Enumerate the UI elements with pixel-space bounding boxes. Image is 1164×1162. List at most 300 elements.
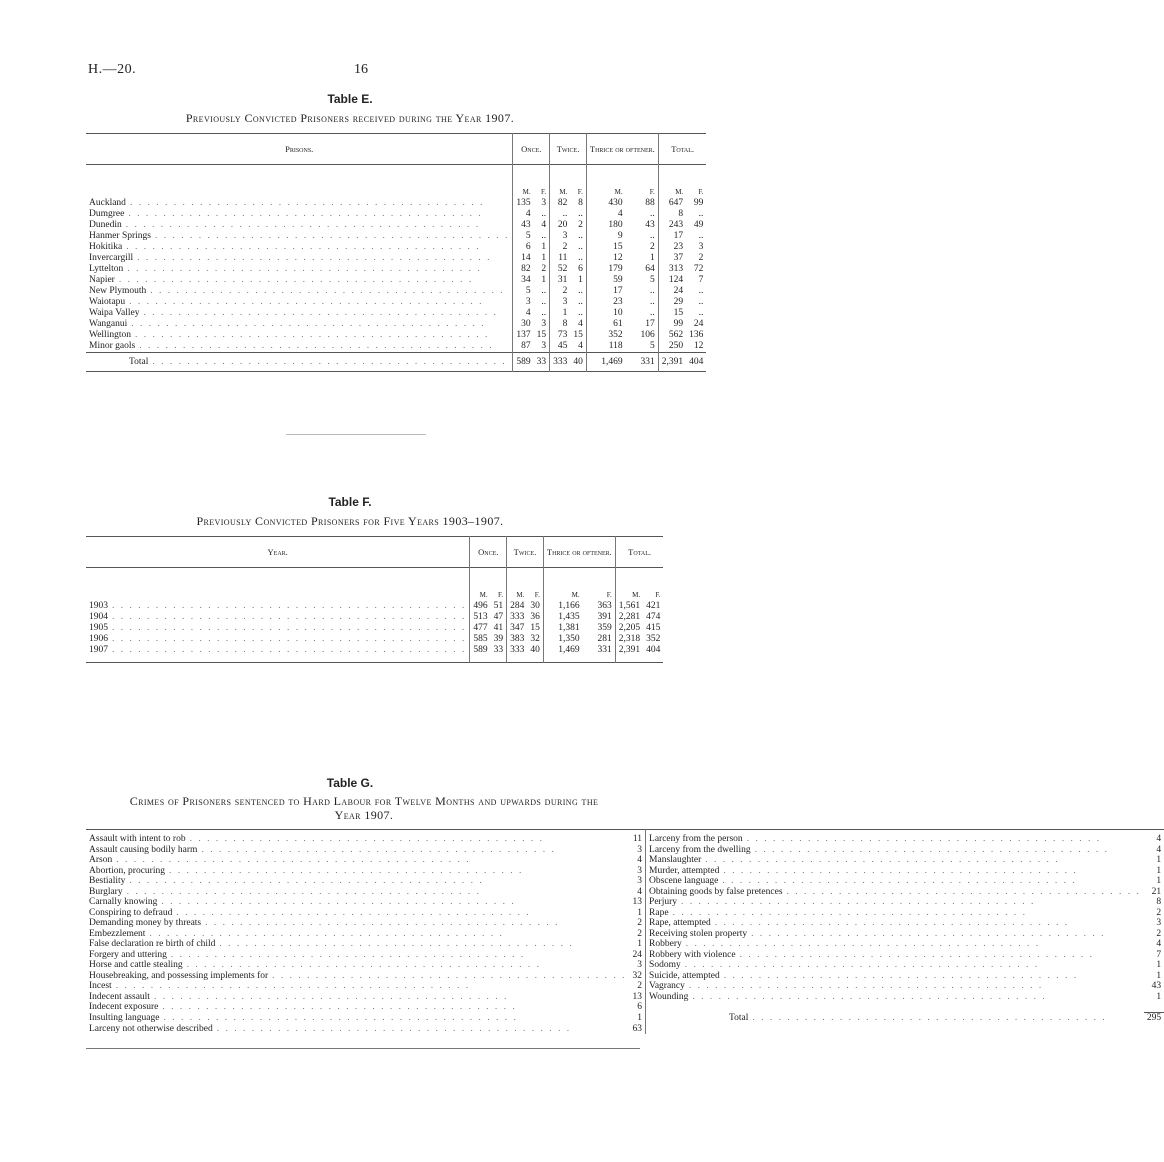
crime-count: 2	[1156, 907, 1162, 918]
row-label	[86, 209, 513, 220]
cell-value: 99	[658, 319, 686, 330]
male-header: M.	[543, 590, 582, 601]
row-label	[86, 341, 513, 353]
row-label	[86, 220, 513, 231]
cell-value: 477	[470, 623, 491, 634]
page-number: 16	[354, 62, 368, 77]
crime-count: 4	[637, 886, 643, 897]
column-header-total: Total.	[658, 134, 706, 165]
crime-count: 13	[632, 991, 643, 1002]
crime-name-cell	[86, 1024, 630, 1035]
cell-value: 331	[597, 645, 612, 655]
crime-count-cell	[1144, 855, 1164, 866]
spacer-cell	[543, 568, 582, 591]
column-header-thrice: Thrice or oftener.	[586, 134, 658, 165]
table-row	[86, 319, 706, 330]
crime-count-cell	[1144, 992, 1164, 1003]
spacer-cell	[583, 568, 616, 591]
cell-value: 1	[541, 275, 547, 285]
crime-count-cell	[630, 992, 646, 1003]
crime-count-cell	[630, 960, 646, 971]
cell-value: 20	[550, 220, 571, 231]
cell-value: ..	[698, 209, 704, 219]
row-name: Waiotapu	[89, 297, 126, 307]
cell-value: 3	[541, 319, 547, 329]
cell-value: 5	[650, 341, 655, 351]
crime-name: Indecent exposure	[89, 1002, 159, 1012]
crime-count: 6	[637, 1002, 643, 1012]
cell-value: 82	[513, 264, 534, 275]
crime-name: Obtaining goods by false pretences	[649, 886, 783, 897]
crime-row	[86, 1002, 1164, 1013]
crime-row	[86, 950, 1164, 961]
crime-name: Rape, attempted	[649, 918, 711, 928]
crime-row	[86, 887, 1164, 898]
spacer-cell	[86, 165, 513, 188]
cell-value: 118	[586, 341, 625, 353]
cell-value: 64	[645, 264, 655, 274]
cell-value: 11	[550, 253, 571, 264]
column-header-once: Once.	[513, 134, 550, 165]
cell-value: 496	[470, 601, 491, 612]
crime-count: 3	[637, 960, 643, 970]
table-e-title: Table E.	[327, 92, 373, 106]
crime-name-cell	[646, 981, 1144, 992]
cell-value: 52	[550, 264, 571, 275]
cell-value: 47	[493, 612, 504, 622]
total-value: 2,391	[658, 353, 686, 372]
cell-value: 106	[640, 330, 655, 340]
crime-name: False declaration re birth of child	[89, 939, 216, 949]
row-name: New Plymouth	[89, 286, 147, 296]
crime-count-cell	[1144, 845, 1164, 856]
row-label	[86, 645, 470, 656]
cell-value: 585	[470, 634, 491, 645]
crime-name-cell	[86, 855, 630, 866]
crime-count-cell	[1144, 866, 1164, 877]
table-row	[86, 264, 706, 275]
spacer-cell	[658, 165, 686, 188]
row-name: 1904	[89, 612, 108, 622]
table-row	[86, 231, 706, 242]
cell-value: 82	[550, 198, 571, 209]
crime-count-cell	[1144, 939, 1164, 950]
crime-name: Manslaughter	[649, 855, 702, 865]
table-row	[86, 634, 663, 645]
male-header: M.	[513, 187, 534, 198]
row-name: Lyttelton	[89, 264, 124, 274]
cell-value: ..	[650, 308, 655, 318]
cell-value: 34	[513, 275, 534, 286]
crime-name: Carnally knowing	[89, 897, 158, 907]
cell-value: 383	[507, 634, 528, 645]
crime-row	[86, 834, 1164, 845]
column-header-twice: Twice.	[550, 134, 587, 165]
cell-value: 4	[578, 319, 583, 329]
row-label	[86, 601, 470, 612]
crime-name: Indecent assault	[89, 991, 150, 1002]
crime-count-cell	[630, 971, 646, 982]
total-label: Total	[729, 1012, 749, 1023]
spacer-cell	[86, 568, 470, 591]
crime-name-cell	[646, 855, 1144, 866]
row-name: Waipa Valley	[89, 308, 140, 318]
crime-name-cell	[646, 845, 1144, 856]
table-row	[86, 198, 706, 209]
crime-count-cell	[630, 866, 646, 877]
spacer-cell	[643, 656, 663, 663]
crime-count: 4	[637, 855, 643, 865]
crime-name-cell	[86, 918, 630, 929]
crime-row	[86, 1024, 1164, 1035]
female-header: F.	[577, 188, 583, 196]
crime-name: Assault with intent to rob	[89, 834, 186, 844]
female-header: F.	[534, 591, 540, 599]
cell-value: ..	[578, 253, 583, 263]
cell-value: 7	[698, 275, 704, 285]
crime-count-cell	[1144, 897, 1164, 908]
cell-value: 43	[645, 220, 655, 230]
cell-value: ..	[650, 209, 655, 219]
total-label: Total	[129, 356, 149, 367]
spacer-cell	[570, 165, 586, 188]
cell-value: 2,205	[615, 623, 643, 634]
cell-value: 281	[597, 634, 612, 644]
total-count-cell	[1144, 1013, 1164, 1024]
crime-name-cell	[646, 992, 1144, 1003]
crime-name-cell	[646, 887, 1144, 898]
crime-name: Insulting language	[89, 1012, 160, 1023]
row-name: Dunedin	[89, 220, 122, 230]
cell-value: 72	[693, 264, 704, 274]
female-header: F.	[498, 591, 504, 599]
cell-value: 8	[578, 198, 583, 208]
crime-row	[86, 897, 1164, 908]
total-value: 333	[550, 353, 571, 372]
total-row	[86, 353, 706, 372]
total-label-cell	[86, 353, 513, 372]
crime-count-cell	[630, 845, 646, 856]
table-row	[86, 286, 706, 297]
row-label	[86, 286, 513, 297]
table-g-subtitle-line2: Year 1907.	[334, 808, 394, 822]
crime-count: 3	[1156, 918, 1162, 928]
cell-value: 14	[513, 253, 534, 264]
crime-name: Arson	[89, 855, 113, 865]
cell-value: ..	[698, 308, 704, 318]
crime-count: 1	[637, 907, 643, 918]
cell-value: 3	[513, 297, 534, 308]
crime-name-cell	[86, 866, 630, 877]
cell-value: 37	[658, 253, 686, 264]
cell-value: 40	[530, 645, 540, 655]
crime-count-cell	[1144, 918, 1164, 929]
crime-count-cell	[1144, 981, 1164, 992]
crime-name-cell	[86, 845, 630, 856]
crime-name-cell	[646, 950, 1144, 961]
table-row	[86, 242, 706, 253]
cell-value: 41	[493, 623, 504, 633]
spacer-cell	[86, 656, 470, 663]
table-e-subtitle: Previously Convicted Prisoners received during the Year 1907.	[185, 111, 515, 125]
cell-value: 179	[586, 264, 625, 275]
table-row	[86, 308, 706, 319]
crime-count-cell	[630, 950, 646, 961]
cell-value: 352	[586, 330, 625, 341]
crime-count: 11	[632, 834, 643, 844]
table-row	[86, 220, 706, 231]
crime-count-cell	[1144, 960, 1164, 971]
crime-count: 2	[637, 918, 643, 928]
crime-count-cell	[630, 1002, 646, 1013]
crime-name: Sodomy	[649, 960, 681, 970]
cell-value: 36	[530, 612, 540, 622]
cell-value: 4	[586, 209, 625, 220]
table-f	[86, 536, 663, 663]
male-header: M.	[470, 590, 491, 601]
row-name: Hokitika	[89, 242, 123, 252]
crime-count: 4	[1156, 939, 1162, 949]
crime-count-cell	[1144, 950, 1164, 961]
table-row	[86, 612, 663, 623]
crime-count: 13	[632, 897, 643, 907]
column-header-year: Year.	[267, 546, 288, 557]
cell-value: 1,166	[543, 601, 582, 612]
crime-count-cell	[630, 939, 646, 950]
crime-name: Robbery with violence	[649, 949, 736, 960]
row-name: Wellington	[89, 330, 131, 340]
blank-cell	[86, 187, 513, 198]
crime-name: Larceny from the dwelling	[649, 844, 751, 855]
crime-count-cell	[630, 897, 646, 908]
crime-row	[86, 929, 1164, 940]
crime-name: Wounding	[649, 991, 689, 1002]
total-value: 331	[640, 356, 655, 367]
cell-value: ..	[698, 286, 704, 296]
cell-value: 1,561	[615, 601, 643, 612]
cell-value: 1,435	[543, 612, 582, 623]
column-header-once: Once.	[470, 537, 507, 568]
cell-value: 243	[658, 220, 686, 231]
cell-value: 6	[578, 264, 583, 274]
row-label	[86, 330, 513, 341]
female-header: F.	[649, 188, 655, 196]
crime-name-cell	[646, 834, 1144, 845]
cell-value: 1	[578, 275, 583, 285]
crime-name-cell	[646, 971, 1144, 982]
crime-name: Obscene language	[649, 876, 719, 886]
spacer-cell	[491, 656, 507, 663]
crime-count: 3	[637, 876, 643, 886]
crime-name-cell	[86, 1013, 630, 1024]
row-label	[86, 231, 513, 242]
male-header: M.	[507, 590, 528, 601]
cell-value: 5	[513, 286, 534, 297]
crime-name: Forgery and uttering	[89, 949, 167, 960]
cell-value: 23	[586, 297, 625, 308]
crime-name-cell	[86, 897, 630, 908]
spacer-cell	[470, 568, 491, 591]
total-value: 40	[573, 356, 583, 367]
crime-name-cell	[646, 908, 1144, 919]
crime-name: Abortion, procuring	[89, 865, 165, 876]
cell-value: ..	[541, 231, 547, 241]
cell-value: ..	[578, 231, 583, 241]
crime-name: Assault causing bodily harm	[89, 844, 198, 855]
cell-value: 15	[573, 330, 583, 340]
cell-value: 2,318	[615, 634, 643, 645]
crime-name-cell	[86, 981, 630, 992]
cell-value: 1,381	[543, 623, 582, 634]
cell-value: 474	[646, 612, 661, 622]
row-label	[86, 308, 513, 319]
crime-name: Robbery	[649, 939, 682, 949]
row-name: Minor gaols	[89, 341, 136, 351]
row-name: Dumgree	[89, 209, 125, 219]
spacer-cell	[686, 165, 706, 188]
crime-count-cell	[1144, 908, 1164, 919]
cell-value: 1	[550, 308, 571, 319]
female-header: F.	[541, 188, 547, 196]
row-name: 1903	[89, 601, 108, 611]
cell-value: 352	[646, 634, 661, 644]
spacer-row	[86, 165, 706, 188]
cell-value: 2	[578, 220, 583, 230]
cell-value: 17	[586, 286, 625, 297]
table-f-title: Table F.	[328, 495, 372, 509]
spacer-cell	[513, 165, 534, 188]
crime-name-cell	[86, 929, 630, 940]
spacer-cell	[586, 165, 625, 188]
crime-name-cell	[646, 866, 1144, 877]
crime-row	[86, 1013, 1164, 1024]
cell-value: 73	[550, 330, 571, 341]
crime-count-cell	[1144, 971, 1164, 982]
male-header: M.	[615, 590, 643, 601]
cell-value: 24	[658, 286, 686, 297]
row-label	[86, 253, 513, 264]
cell-value: 9	[586, 231, 625, 242]
crime-count: 1	[637, 939, 643, 949]
crime-count-cell	[1144, 887, 1164, 898]
cell-value: 1	[541, 242, 547, 252]
sex-header-row	[86, 590, 663, 601]
crime-row	[86, 939, 1164, 950]
cell-value: 45	[550, 341, 571, 353]
crime-name: Receiving stolen property	[649, 928, 748, 939]
spacer-row	[86, 568, 663, 591]
row-name: 1907	[89, 645, 108, 655]
crime-name-cell	[646, 897, 1144, 908]
cell-value: 3	[698, 242, 704, 252]
spacer-cell	[491, 568, 507, 591]
cell-value: 333	[507, 645, 528, 656]
cell-value: 61	[586, 319, 625, 330]
cell-value: 8	[550, 319, 571, 330]
crime-count-cell	[1144, 876, 1164, 887]
row-label	[86, 242, 513, 253]
cell-value: 180	[586, 220, 625, 231]
crime-count-cell	[630, 981, 646, 992]
cell-value: 39	[493, 634, 504, 644]
table-row	[86, 341, 706, 353]
cell-value: 404	[646, 645, 661, 655]
cell-value: 284	[507, 601, 528, 612]
cell-value: ..	[578, 297, 583, 307]
crime-name-cell	[646, 876, 1144, 887]
crime-count: 4	[1156, 834, 1162, 844]
crime-name: Horse and cattle stealing	[89, 960, 183, 970]
crime-name: Incest	[89, 981, 112, 991]
cell-value: ..	[541, 209, 547, 219]
crime-count: 1	[1156, 865, 1162, 876]
cell-value: 4	[513, 209, 534, 220]
cell-value: 17	[645, 319, 655, 329]
cell-value: 87	[513, 341, 534, 353]
cell-value: 2	[550, 286, 571, 297]
cell-value: 30	[513, 319, 534, 330]
crime-row	[86, 845, 1164, 856]
blank-cell	[86, 590, 470, 601]
column-header-prisons: Prisons.	[285, 143, 314, 154]
crime-name-cell	[86, 1002, 630, 1013]
crime-name-cell	[646, 939, 1144, 950]
crime-name-cell	[86, 971, 630, 982]
cell-value: 5	[650, 275, 655, 285]
row-label	[86, 275, 513, 286]
bottom-rule	[86, 1048, 640, 1049]
cell-value: ..	[650, 231, 655, 241]
crime-count-cell	[630, 1013, 646, 1024]
crime-count: 1	[1156, 855, 1162, 865]
crime-row	[86, 876, 1164, 887]
cell-value: ..	[578, 209, 583, 219]
total-value: 404	[689, 356, 704, 367]
cell-value: ..	[578, 308, 583, 318]
cell-value: ..	[541, 308, 547, 318]
crime-row	[86, 960, 1164, 971]
cell-value: 430	[586, 198, 625, 209]
total-count: 295	[1146, 1013, 1162, 1023]
row-name: Invercargill	[89, 253, 134, 263]
crime-count-cell	[1144, 929, 1164, 940]
crime-count-cell	[630, 834, 646, 845]
crime-count: 43	[1151, 981, 1162, 991]
female-header: F.	[698, 188, 704, 196]
cell-value: 23	[658, 242, 686, 253]
cell-value: 1,469	[543, 645, 582, 656]
crime-count: 3	[637, 865, 643, 876]
crime-row	[86, 992, 1164, 1003]
table-row	[86, 275, 706, 286]
cell-value: 12	[586, 253, 625, 264]
cell-value: 1	[650, 253, 655, 263]
table-row	[86, 209, 706, 220]
crime-row	[86, 971, 1164, 982]
spacer-cell	[643, 568, 663, 591]
cell-value: 313	[658, 264, 686, 275]
crime-name-cell	[86, 950, 630, 961]
cell-value: 51	[493, 601, 504, 611]
document-reference: H.—20.	[88, 62, 137, 77]
crime-name: Larceny from the person	[649, 834, 743, 844]
crime-name: Conspiring to defraud	[89, 907, 173, 918]
male-header: M.	[550, 187, 571, 198]
table-row	[86, 330, 706, 341]
crime-count: 63	[632, 1023, 643, 1034]
cell-value: 6	[513, 242, 534, 253]
cell-value: 391	[597, 612, 612, 622]
